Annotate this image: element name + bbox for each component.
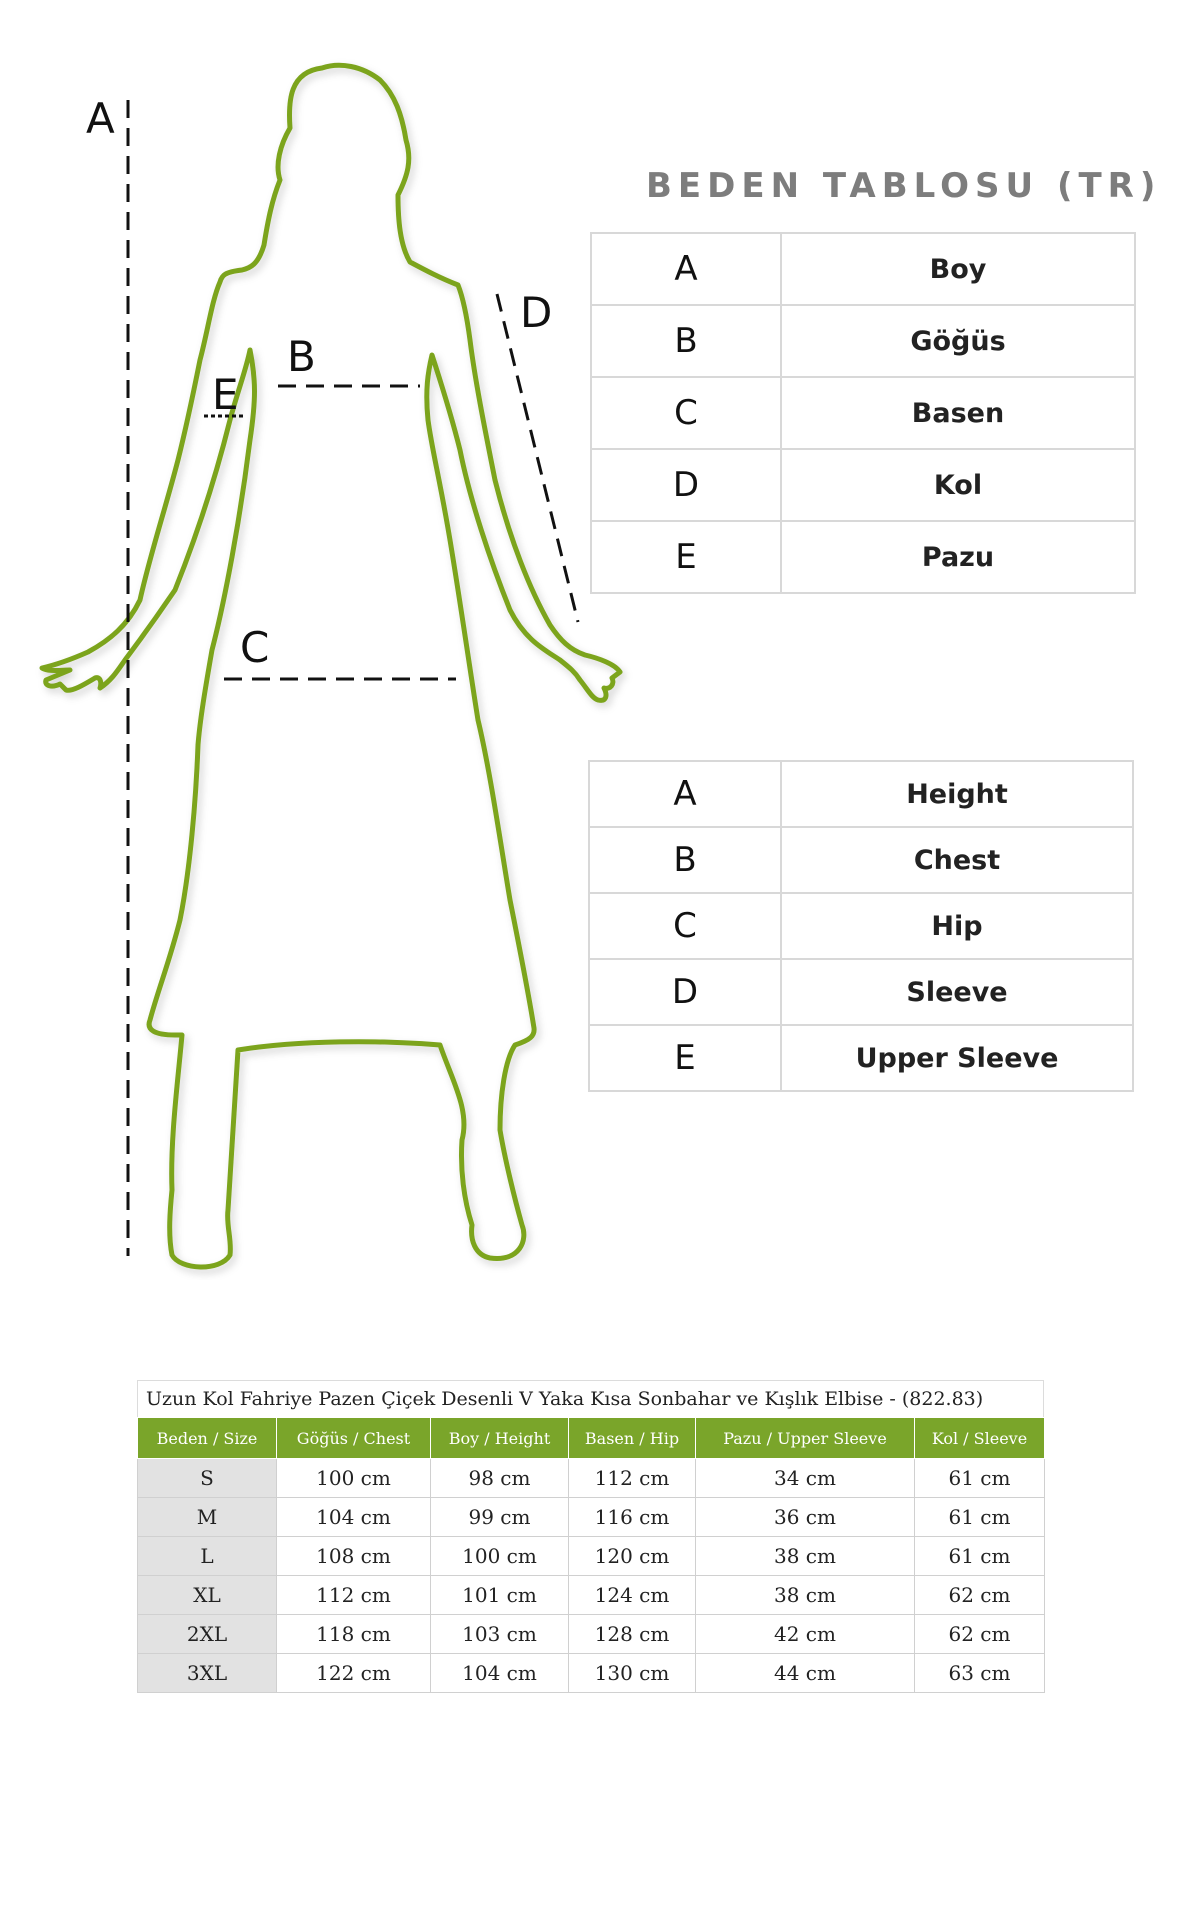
size-chart-title: Uzun Kol Fahriye Pazen Çiçek Desenli V Yaka Kısa Sonbahar ve Kışlık Elbise - (822.83) bbox=[137, 1380, 1044, 1417]
table-cell: 62 cm bbox=[915, 1615, 1045, 1654]
marker-c: C bbox=[240, 623, 270, 672]
table-row bbox=[591, 449, 1135, 521]
legend-key: E bbox=[591, 521, 781, 593]
marker-e: E bbox=[212, 370, 239, 419]
table-cell: 118 cm bbox=[277, 1615, 431, 1654]
table-cell: 100 cm bbox=[277, 1459, 431, 1498]
column-header: Pazu / Upper Sleeve bbox=[696, 1418, 915, 1459]
legend-label: Göğüs bbox=[781, 305, 1135, 377]
table-row bbox=[138, 1498, 1045, 1537]
tr-table-title: BEDEN TABLOSU (TR) bbox=[646, 166, 1162, 206]
table-row bbox=[591, 521, 1135, 593]
size-chart bbox=[137, 1380, 1044, 1693]
table-cell: 38 cm bbox=[696, 1576, 915, 1615]
table-cell: 130 cm bbox=[569, 1654, 696, 1693]
table-row bbox=[589, 893, 1133, 959]
size-cell: S bbox=[138, 1459, 277, 1498]
legend-label: Hip bbox=[781, 893, 1133, 959]
legend-label: Kol bbox=[781, 449, 1135, 521]
table-cell: 124 cm bbox=[569, 1576, 696, 1615]
legend-label: Boy bbox=[781, 233, 1135, 305]
table-row bbox=[138, 1459, 1045, 1498]
legend-label: Upper Sleeve bbox=[781, 1025, 1133, 1091]
size-table bbox=[137, 1417, 1045, 1693]
tr-legend-table bbox=[590, 232, 1136, 594]
table-cell: 42 cm bbox=[696, 1615, 915, 1654]
table-cell: 100 cm bbox=[431, 1537, 569, 1576]
table-cell: 103 cm bbox=[431, 1615, 569, 1654]
table-row bbox=[138, 1654, 1045, 1693]
legend-label: Sleeve bbox=[781, 959, 1133, 1025]
marker-b: B bbox=[287, 332, 316, 381]
column-header: Beden / Size bbox=[138, 1418, 277, 1459]
table-cell: 36 cm bbox=[696, 1498, 915, 1537]
table-cell: 98 cm bbox=[431, 1459, 569, 1498]
size-cell: 3XL bbox=[138, 1654, 277, 1693]
table-row bbox=[138, 1576, 1045, 1615]
legend-key: B bbox=[589, 827, 781, 893]
measurement-figure bbox=[0, 0, 640, 1280]
table-row bbox=[591, 377, 1135, 449]
table-cell: 44 cm bbox=[696, 1654, 915, 1693]
legend-label: Pazu bbox=[781, 521, 1135, 593]
table-row bbox=[589, 1025, 1133, 1091]
table-cell: 61 cm bbox=[915, 1498, 1045, 1537]
legend-label: Basen bbox=[781, 377, 1135, 449]
legend-key: D bbox=[591, 449, 781, 521]
table-cell: 61 cm bbox=[915, 1459, 1045, 1498]
table-cell: 104 cm bbox=[277, 1498, 431, 1537]
column-header: Boy / Height bbox=[431, 1418, 569, 1459]
table-row bbox=[138, 1615, 1045, 1654]
legend-label: Height bbox=[781, 761, 1133, 827]
legend-key: C bbox=[591, 377, 781, 449]
size-cell: L bbox=[138, 1537, 277, 1576]
legend-key: B bbox=[591, 305, 781, 377]
size-cell: 2XL bbox=[138, 1615, 277, 1654]
table-row bbox=[589, 761, 1133, 827]
size-cell: M bbox=[138, 1498, 277, 1537]
table-cell: 99 cm bbox=[431, 1498, 569, 1537]
legend-label: Chest bbox=[781, 827, 1133, 893]
table-row bbox=[591, 233, 1135, 305]
table-cell: 34 cm bbox=[696, 1459, 915, 1498]
table-cell: 38 cm bbox=[696, 1537, 915, 1576]
table-cell: 62 cm bbox=[915, 1576, 1045, 1615]
table-row bbox=[589, 827, 1133, 893]
table-cell: 104 cm bbox=[431, 1654, 569, 1693]
table-cell: 63 cm bbox=[915, 1654, 1045, 1693]
table-cell: 112 cm bbox=[569, 1459, 696, 1498]
table-cell: 122 cm bbox=[277, 1654, 431, 1693]
en-legend-table bbox=[588, 760, 1134, 1092]
marker-d: D bbox=[520, 288, 553, 337]
measure-line-d bbox=[497, 288, 578, 622]
table-cell: 61 cm bbox=[915, 1537, 1045, 1576]
column-header: Basen / Hip bbox=[569, 1418, 696, 1459]
table-cell: 116 cm bbox=[569, 1498, 696, 1537]
legend-key: C bbox=[589, 893, 781, 959]
legend-key: A bbox=[591, 233, 781, 305]
legend-key: A bbox=[589, 761, 781, 827]
column-header: Göğüs / Chest bbox=[277, 1418, 431, 1459]
size-cell: XL bbox=[138, 1576, 277, 1615]
table-cell: 108 cm bbox=[277, 1537, 431, 1576]
marker-a: A bbox=[86, 94, 115, 143]
table-cell: 128 cm bbox=[569, 1615, 696, 1654]
table-row bbox=[591, 305, 1135, 377]
table-cell: 112 cm bbox=[277, 1576, 431, 1615]
legend-key: E bbox=[589, 1025, 781, 1091]
table-row bbox=[589, 959, 1133, 1025]
dress-silhouette bbox=[0, 0, 640, 1280]
table-cell: 120 cm bbox=[569, 1537, 696, 1576]
table-row bbox=[138, 1537, 1045, 1576]
column-header: Kol / Sleeve bbox=[915, 1418, 1045, 1459]
table-cell: 101 cm bbox=[431, 1576, 569, 1615]
legend-key: D bbox=[589, 959, 781, 1025]
size-table-header-row bbox=[138, 1418, 1045, 1459]
